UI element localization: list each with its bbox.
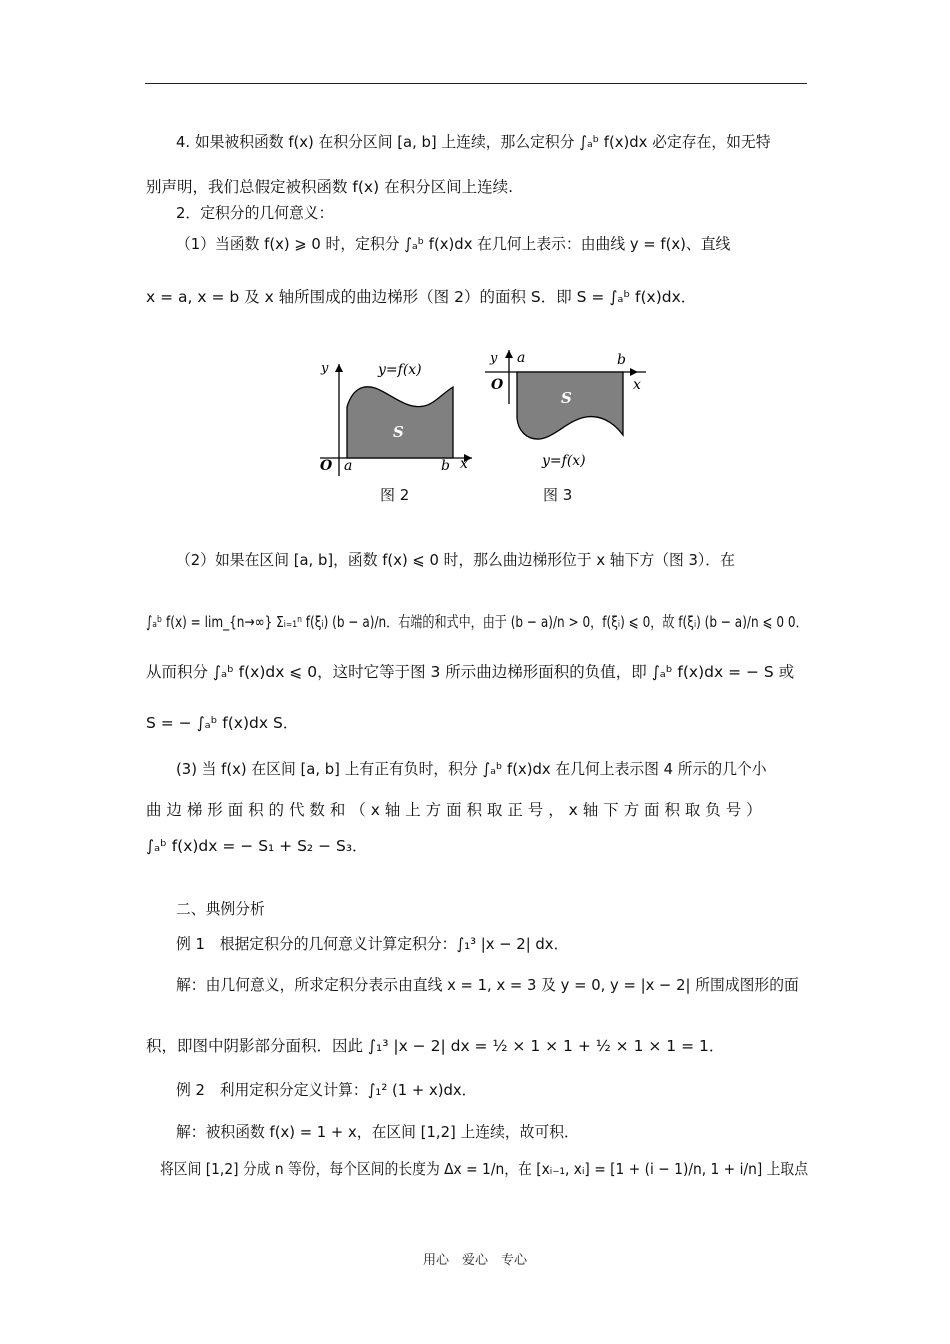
fig3-x-label: x xyxy=(633,377,641,393)
figures-2-and-3 xyxy=(300,340,640,510)
paragraph-line-4: （1）当函数 f(x) ⩾ 0 时，定积分 ∫ₐᵇ f(x)dx 在几何上表示：由曲线 y = f(x)、直线 xyxy=(176,235,731,253)
paragraph-line-9: S = − ∫ₐᵇ f(x)dx S． xyxy=(146,714,299,732)
example-2-solution-line-1: 解：被积函数 f(x) = 1 + x，在区间 [1,2] 上连续，故可积． xyxy=(176,1123,579,1141)
figure-3 xyxy=(485,350,646,469)
example-1-solution-line-2: 积，即图中阴影部分面积．因此 ∫₁³ |x − 2| dx = ½ × 1 × 1 + ½ × 1 × 1 = 1． xyxy=(146,1037,725,1055)
fig3-origin-label: O xyxy=(491,377,504,393)
fig3-x-arrow xyxy=(630,368,638,376)
section-heading-examples: 二、典例分析 xyxy=(176,900,265,918)
fig3-curve-label: y=f(x) xyxy=(542,453,586,469)
example-1-statement: 例 1 根据定积分的几何意义计算定积分：∫₁³ |x − 2| dx． xyxy=(176,935,569,953)
figure-2 xyxy=(320,361,472,476)
fig3-region-label: S xyxy=(561,389,572,407)
page-footer: 用心 爱心 专心 xyxy=(422,1253,527,1268)
figure-3-caption: 图 3 xyxy=(543,486,573,504)
figure-2-caption: 图 2 xyxy=(380,486,410,504)
fig3-y-arrow xyxy=(505,350,513,358)
example-2-statement: 例 2 利用定积分定义计算：∫₁² (1 + x)dx． xyxy=(176,1081,477,1099)
fig3-a-label: a xyxy=(517,350,526,366)
fig3-b-label: b xyxy=(617,352,626,368)
section-heading-geometric-meaning: 2．定积分的几何意义： xyxy=(176,204,334,222)
example-1-solution-line-1: 解：由几何意义，所求定积分表示由直线 x = 1, x = 3 及 y = 0, y = |x − 2| 所围成图形的面 xyxy=(176,976,799,994)
paragraph-line-11: 曲 边 梯 形 面 积 的 代 数 和 （ x 轴 上 方 面 积 取 正 号 ， x 轴 下 方 面 积 取 负 号 ） xyxy=(146,801,762,819)
fig2-y-arrow xyxy=(335,364,343,372)
fig2-origin-label: O xyxy=(320,458,333,474)
paragraph-line-10: (3) 当 f(x) 在区间 [a, b] 上有正有负时，积分 ∫ₐᵇ f(x)dx 在几何上表示图 4 所示的几个小 xyxy=(176,760,767,778)
fig2-region-label: S xyxy=(393,423,404,441)
paragraph-line-5: x = a, x = b 及 x 轴所围成的曲边梯形（图 2）的面积 S．即 S = ∫ₐᵇ f(x)dx． xyxy=(146,288,697,306)
fig2-b-label: b xyxy=(441,458,450,474)
fig2-x-label: x xyxy=(460,456,468,472)
header-rule xyxy=(145,83,807,84)
example-2-solution-line-2: 将区间 [1,2] 分成 n 等份，每个区间的长度为 Δx = 1/n，在 [xᵢ₋₁, xᵢ] = [1 + (i − 1)/n, 1 + i/n] 上取点 xyxy=(160,1160,809,1178)
fig2-curve-label: y=f(x) xyxy=(378,362,422,378)
paragraph-line-1: 4. 如果被积函数 f(x) 在积分区间 [a, b] 上连续，那么定积分 ∫ₐᵇ f(x)dx 必定存在，如无特 xyxy=(176,133,771,151)
fig3-y-label: y xyxy=(490,351,498,366)
paragraph-line-8: 从而积分 ∫ₐᵇ f(x)dx ⩽ 0，这时它等于图 3 所示曲边梯形面积的负值，即 ∫ₐᵇ f(x)dx = − S 或 xyxy=(146,663,795,681)
fig2-a-label: a xyxy=(344,458,353,474)
paragraph-line-2: 别声明，我们总假定被积函数 f(x) 在积分区间上连续. xyxy=(146,178,514,196)
paragraph-line-6: （2）如果在区间 [a, b]，函数 f(x) ⩽ 0 时，那么曲边梯形位于 x 轴下方（图 3）．在 xyxy=(176,551,735,569)
fig2-y-label: y xyxy=(321,361,329,376)
paragraph-line-7: ∫ₐᵇ f(x) = lim_{n→∞} Σᵢ₌₁ⁿ f(ξᵢ) (b − a)/n．右端的和式中，由于 (b − a)/n > 0，f(ξᵢ) ⩽ 0，故 f(ξᵢ) (b − a)/n ⩽ 0 0． xyxy=(146,613,808,631)
paragraph-line-12: ∫ₐᵇ f(x)dx = − S₁ + S₂ − S₃． xyxy=(146,837,368,855)
